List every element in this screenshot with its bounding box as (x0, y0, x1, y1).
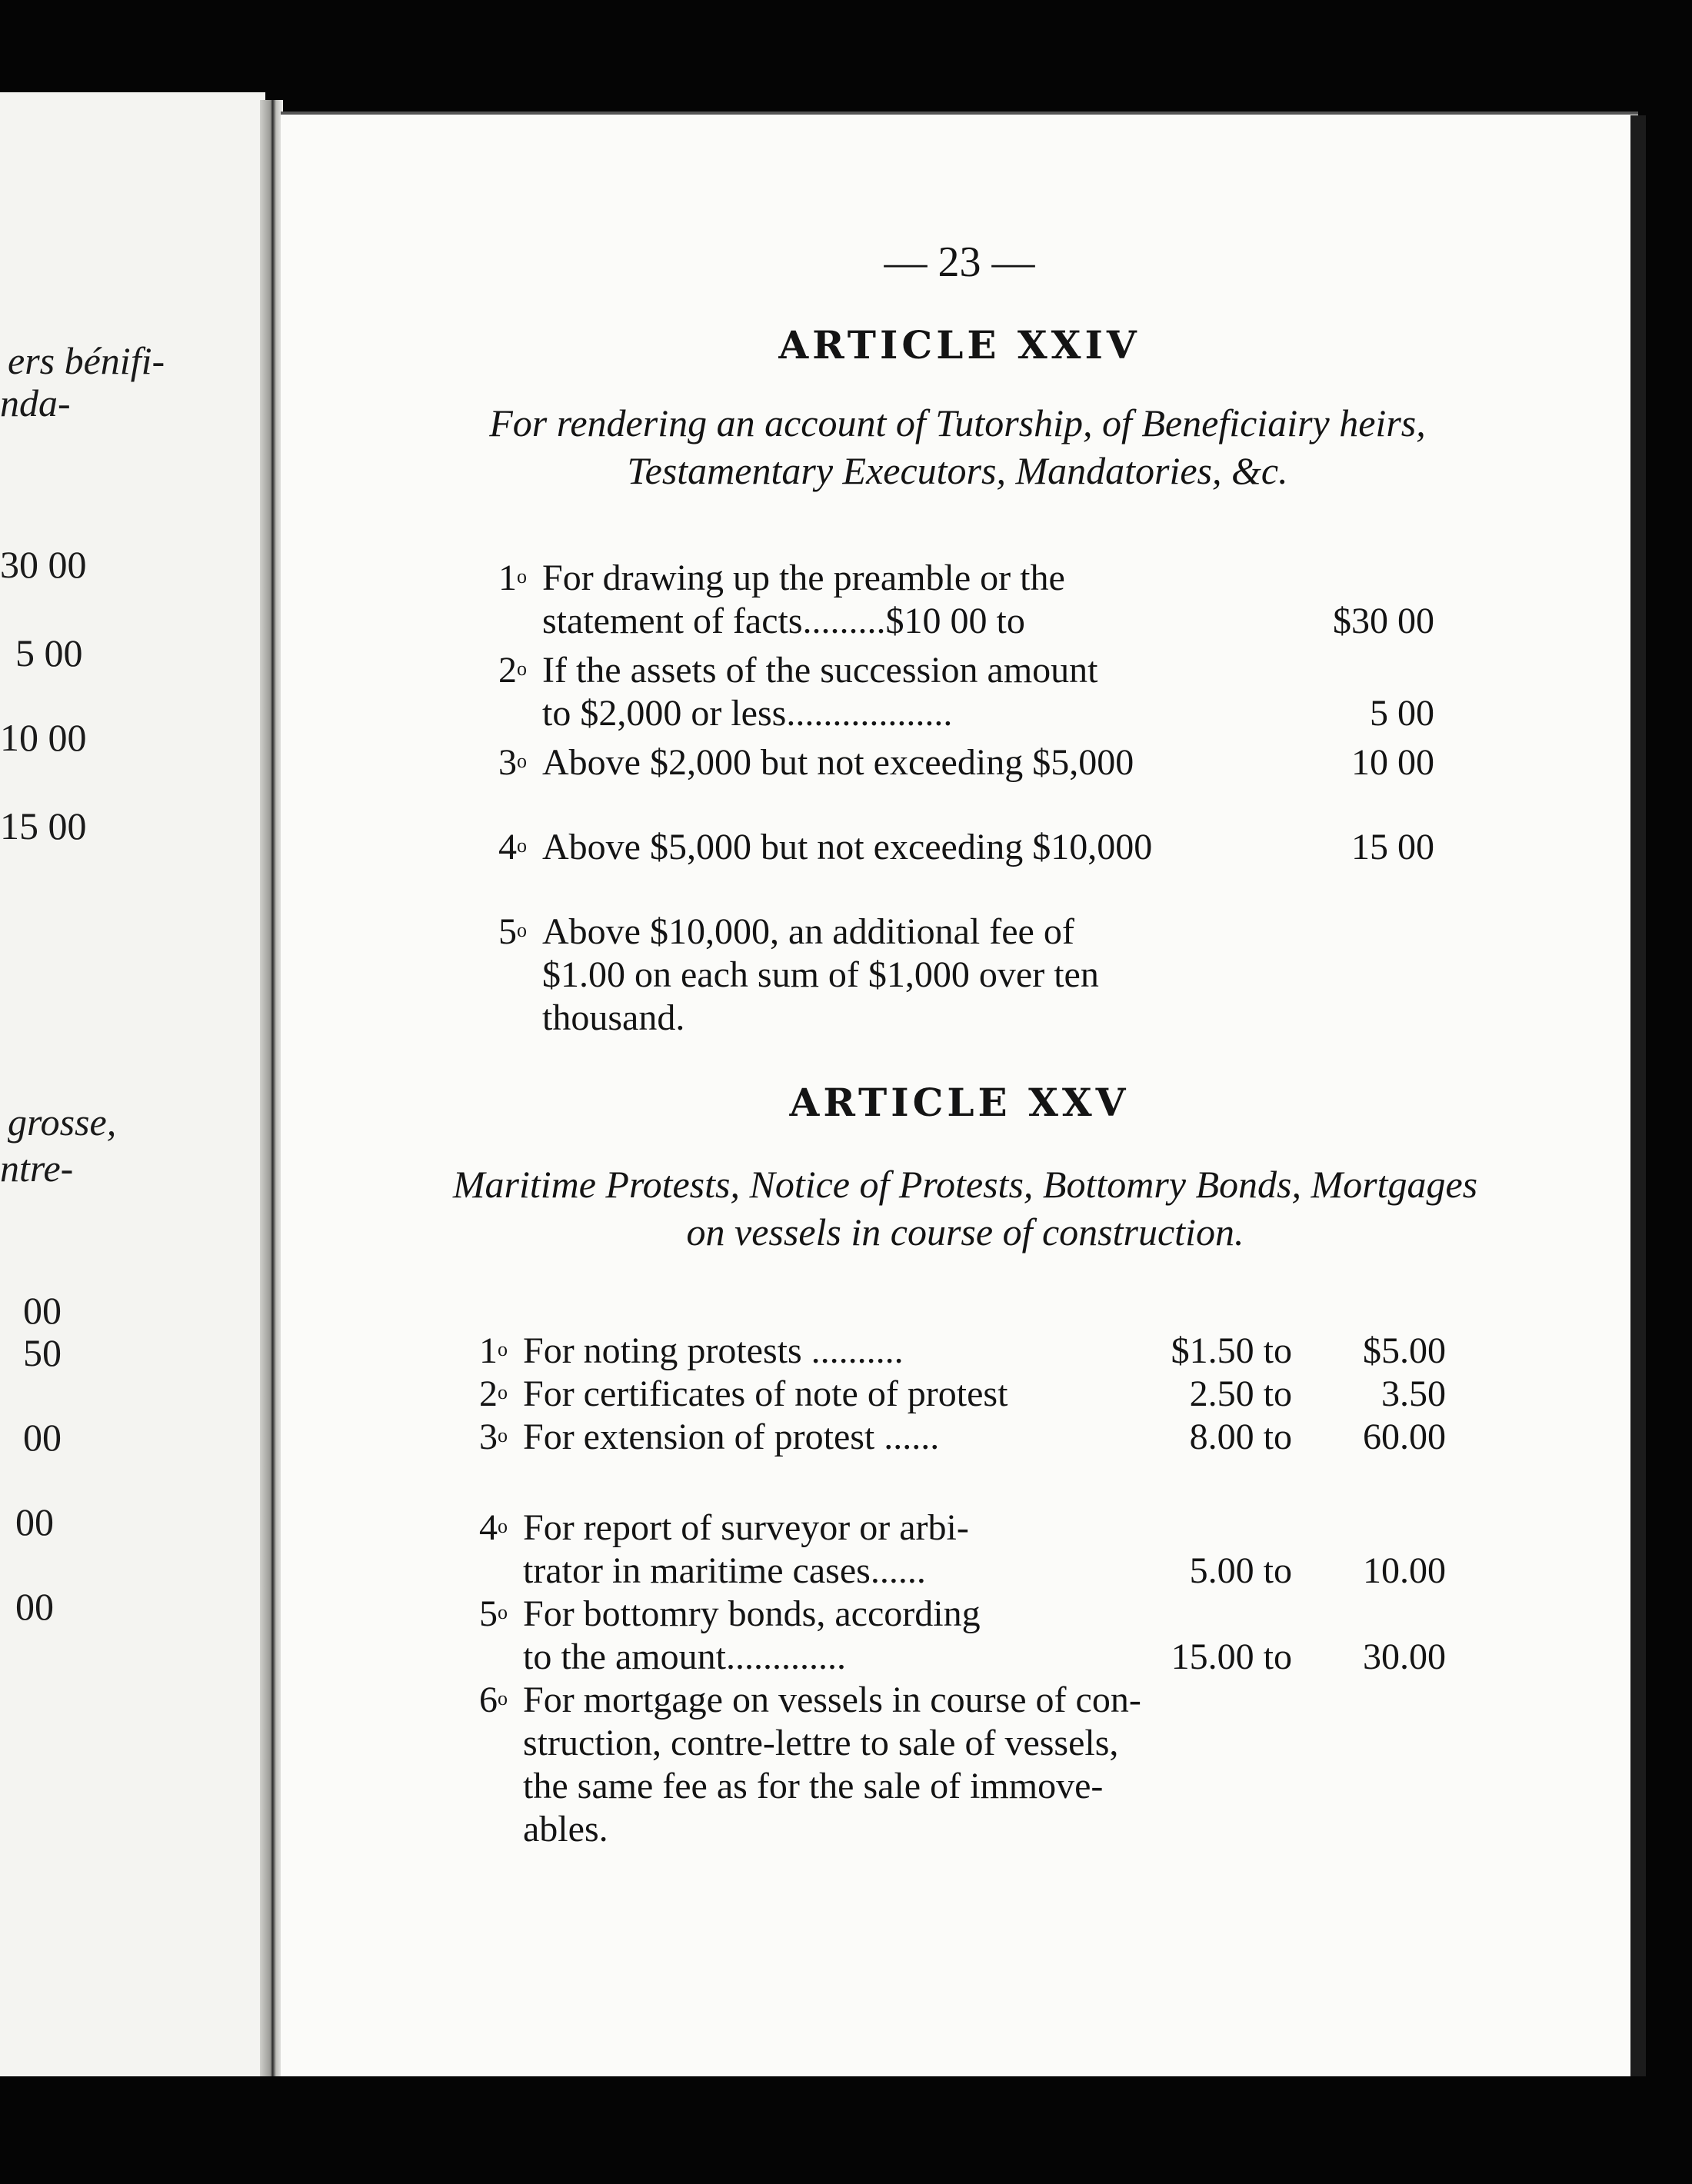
fee-from: $1.50 to (1171, 1330, 1292, 1371)
fee-item (461, 1593, 1446, 1679)
item-description: For extension of protest ...... (523, 1417, 940, 1457)
article-24-title: ARTICLE XXIV (778, 322, 1141, 368)
article-24-subtitle: For rendering an account of Tutorship, of Beneficiairy heirs, Testamentary Executors, Mandatories, &c. (489, 401, 1426, 492)
item-number: 6$^o$ (479, 1680, 508, 1720)
scan-border-top (0, 0, 1692, 100)
left-fragment: 10 00 (0, 716, 87, 759)
fee-item (461, 1679, 1446, 1851)
fee-item (481, 911, 1434, 1040)
item-description: Above $2,000 but not exceeding $5,000 (542, 742, 1134, 783)
left-fragment: 00 (15, 1585, 54, 1628)
item-description: For report of surveyor or arbi- trator in maritime cases...... (523, 1507, 969, 1591)
fee-item (481, 826, 1434, 869)
fee-to: 60.00 (1363, 1417, 1446, 1457)
item-number: 4$^o$ (498, 827, 527, 867)
item-description: Above $5,000 but not exceeding $10,000 (542, 827, 1153, 867)
fee-item (461, 1330, 1446, 1373)
page-number: — 23 — (884, 238, 1035, 286)
item-amount: $30 00 (1333, 601, 1434, 641)
item-number: 2$^o$ (498, 650, 527, 691)
fee-item (461, 1373, 1446, 1416)
book-gutter (260, 100, 283, 2084)
item-amount: 15 00 (1351, 827, 1434, 867)
item-description: If the assets of the succession amount to $2,000 or less.................. (542, 650, 1098, 734)
item-description: Above $10,000, an additional fee of $1.00 on each sum of $1,000 over ten thousand. (542, 911, 1099, 1038)
left-fragment: ntre- (0, 1147, 74, 1190)
left-fragment: 30 00 (0, 543, 87, 586)
article-25-title: ARTICLE XXV (789, 1080, 1130, 1125)
left-fragment: 15 00 (0, 804, 87, 847)
scan-border-bottom (0, 2076, 1692, 2184)
left-fragment: 00 (15, 1500, 54, 1543)
item-description: For certificates of note of protest (523, 1373, 1008, 1414)
item-number: 5$^o$ (479, 1593, 508, 1634)
item-number: 4$^o$ (479, 1507, 508, 1548)
item-amount: 10 00 (1351, 742, 1434, 783)
fee-from: 8.00 to (1189, 1417, 1292, 1457)
fee-to: 10.00 (1363, 1550, 1446, 1591)
page-edge-shadow (1630, 115, 1646, 2076)
item-number: 1$^o$ (498, 558, 527, 598)
fee-to: 3.50 (1381, 1373, 1446, 1414)
item-description: For bottomry bonds, according to the amount............. (523, 1593, 981, 1677)
item-number: 2$^o$ (479, 1373, 508, 1414)
item-description: For mortgage on vessels in course of con- struction, contre-lettre to sale of vessels, the same fee as for the sale of immove- ables. (523, 1680, 1141, 1849)
item-number: 5$^o$ (498, 911, 527, 952)
fee-item (481, 649, 1434, 735)
item-description: For drawing up the preamble or the statement of facts.........$10 00 to (542, 558, 1065, 641)
left-fragment: 00 (23, 1289, 62, 1332)
left-fragment: grosse, (8, 1100, 117, 1144)
left-fragment: 00 (23, 1416, 62, 1459)
left-fragment: 50 (23, 1331, 62, 1374)
item-number: 1$^o$ (479, 1330, 508, 1371)
fee-item (481, 741, 1434, 784)
fee-to: 30.00 (1363, 1636, 1446, 1677)
item-description: For noting protests .......... (523, 1330, 904, 1371)
fee-from: 15.00 to (1171, 1636, 1292, 1677)
fee-from: 2.50 to (1189, 1373, 1292, 1414)
item-number: 3$^o$ (498, 742, 527, 783)
fee-item (461, 1416, 1446, 1459)
fee-to: $5.00 (1363, 1330, 1446, 1371)
item-number: 3$^o$ (479, 1417, 508, 1457)
left-fragment: nda- (0, 381, 71, 424)
article-25-subtitle: Maritime Protests, Notice of Protests, Bottomry Bonds, Mortgages on vessels in course of construction. (452, 1163, 1478, 1253)
fee-from: 5.00 to (1189, 1550, 1292, 1591)
fee-item (461, 1506, 1446, 1593)
fee-item (481, 557, 1434, 643)
right-page (281, 112, 1638, 2079)
left-fragment: ers bénifi- (8, 339, 165, 382)
left-page (0, 92, 265, 2084)
item-amount: 5 00 (1370, 693, 1434, 734)
left-fragment: 5 00 (15, 631, 83, 674)
